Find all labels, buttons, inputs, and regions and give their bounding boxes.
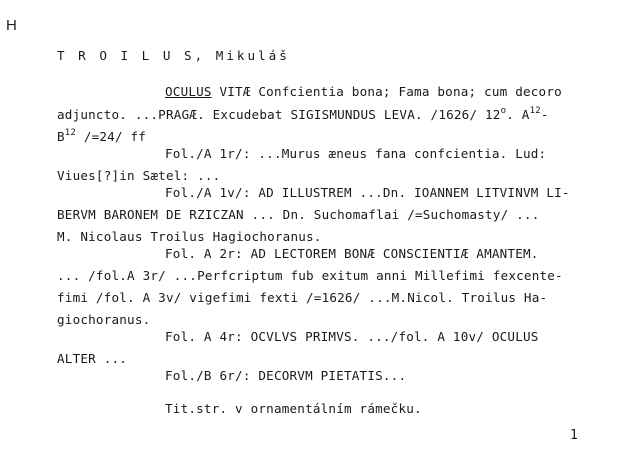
fol-a-4r-cont: ALTER ... <box>57 351 128 366</box>
fol-a-2r: Fol. A 2r: AD LECTOREM BONÆ CONSCIENTIÆ AMANTEM. <box>165 246 539 261</box>
collation-start: B <box>57 129 65 144</box>
corner-mark: H <box>6 17 17 34</box>
collation-end: /=24/ ff <box>76 129 147 144</box>
title-underlined: OCULUS <box>165 84 212 99</box>
imprint-sup: o <box>500 106 507 116</box>
fol-a-2r-cont3: giochoranus. <box>57 312 151 327</box>
imprint-end: - <box>540 107 549 122</box>
fol-a-1v: Fol./A 1v/: AD ILLUSTREM ...Dn. IOANNEM LITVINVM LI- <box>165 185 570 200</box>
imprint-tail: . A <box>506 107 530 122</box>
title-rest: VITÆ Confcientia bona; Fama bona; cum decoro <box>211 84 562 99</box>
page-number: 1 <box>570 428 578 443</box>
fol-a-1v-cont1: BERVM BARONEM DE RZICZAN ... Dn. Suchomaflai /=Suchomasty/ ... <box>57 207 540 222</box>
fol-a-2r-cont2: fimi /fol. A 3v/ vigefimi fexti /=1626/ ...M.Nicol. Troilus Ha- <box>57 290 548 305</box>
collation-sup: 12 <box>64 128 77 138</box>
fol-b-6r: Fol./B 6r/: DECORVM PIETATIS... <box>165 368 407 383</box>
fol-a-1r: Fol./A 1r/: ...Murus æneus fana confcientia. Lud: <box>165 146 547 161</box>
fol-a-2r-cont1: ... /fol.A 3r/ ...Perfcriptum fub exitum anni Millefimi fexcente- <box>57 268 563 283</box>
fol-a-1r-cont: Viues[?]in Sætel: ... <box>57 168 221 183</box>
imprint-text: adjuncto. ...PRAGÆ. Excudebat SIGISMUNDUS LEVA. /1626/ 12 <box>57 107 501 122</box>
fol-a-4r: Fol. A 4r: OCVLVS PRIMVS. .../fol. A 10v/ OCULUS <box>165 329 539 344</box>
imprint-tail-sup: 12 <box>529 106 541 116</box>
title-line <box>165 85 562 99</box>
author-heading: T R O I L U S, Mikuláš <box>57 48 290 63</box>
collation-line <box>57 130 146 144</box>
title-page-note: Tit.str. v ornamentálním rámečku. <box>165 401 422 416</box>
fol-a-1v-cont2: M. Nicolaus Troilus Hagiochoranus. <box>57 229 322 244</box>
imprint-line <box>57 108 549 122</box>
